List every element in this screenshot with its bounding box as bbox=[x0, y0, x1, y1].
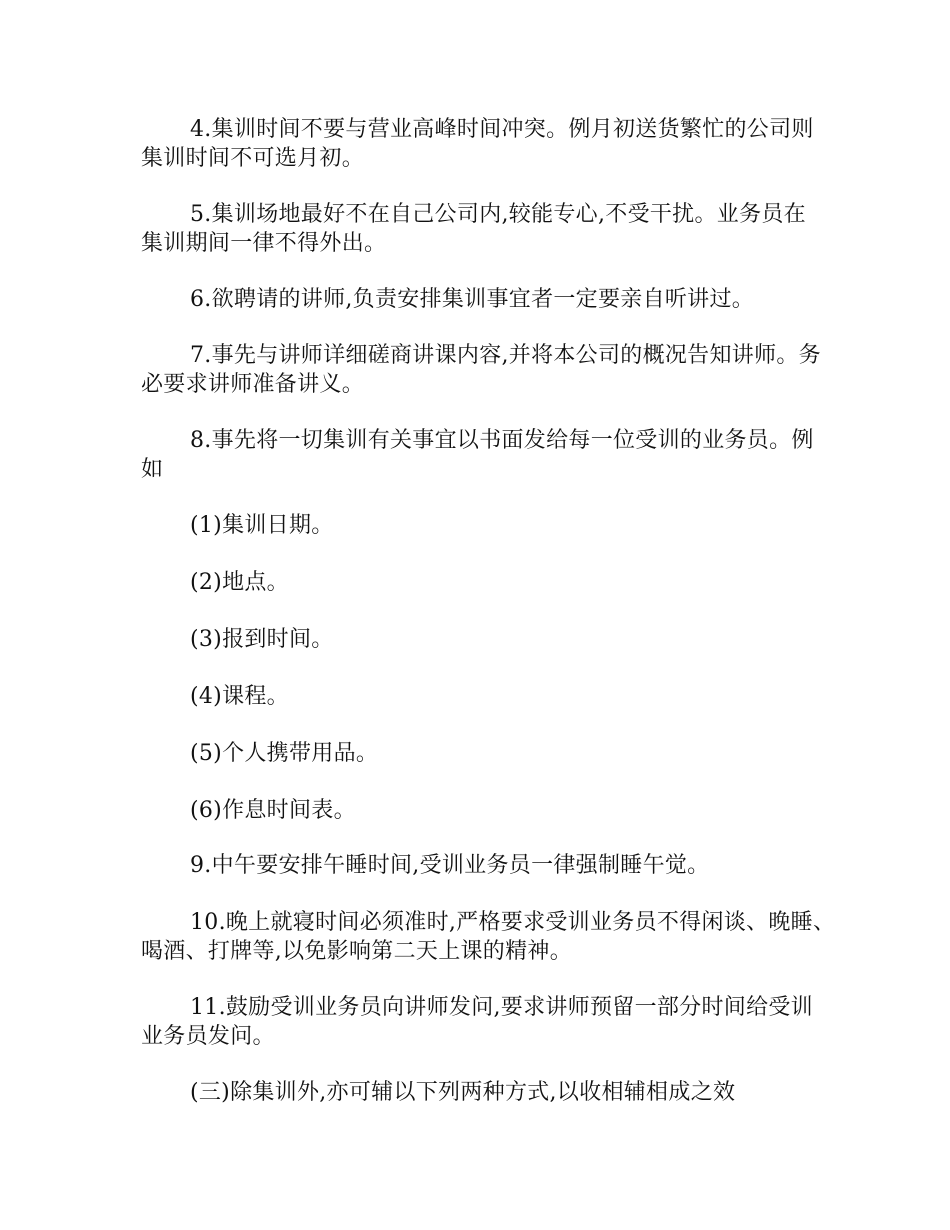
paragraph-item-5: 5.集训场地最好不在自己公司内,较能专心,不受干扰。业务员在集训期间一律不得外出。 bbox=[141, 202, 806, 256]
sub-item-3: (3)报到时间。 bbox=[190, 627, 334, 652]
paragraph-item-4: 4.集训时间不要与营业高峰时间冲突。例月初送货繁忙的公司则集训时间不可选月初。 bbox=[141, 117, 814, 171]
sub-item-6: (6)作息时间表。 bbox=[190, 798, 356, 823]
sub-item-4: (4)课程。 bbox=[190, 684, 289, 709]
sub-item-2: (2)地点。 bbox=[190, 570, 289, 595]
paragraph-item-7: 7.事先与讲师详细磋商讲课内容,并将本公司的概况告知讲师。务必要求讲师准备讲义。 bbox=[141, 343, 821, 397]
paragraph-item-8: 8.事先将一切集训有关事宜以书面发给每一位受训的业务员。例如 bbox=[141, 428, 814, 482]
paragraph-item-6: 6.欲聘请的讲师,负责安排集训事宜者一定要亲自听讲过。 bbox=[190, 287, 755, 312]
paragraph-item-9: 9.中午要安排午睡时间,受训业务员一律强制睡午觉。 bbox=[190, 853, 710, 878]
paragraph-section-3: (三)除集训外,亦可辅以下列两种方式,以收相辅相成之效 bbox=[190, 1080, 736, 1105]
sub-item-5: (5)个人携带用品。 bbox=[190, 741, 379, 766]
sub-item-1: (1)集训日期。 bbox=[190, 513, 334, 538]
paragraph-item-11: 11.鼓励受训业务员向讲师发问,要求讲师预留一部分时间给受训业务员发问。 bbox=[141, 995, 813, 1049]
paragraph-item-10: 10.晚上就寝时间必须准时,严格要求受训业务员不得闲谈、晚睡、喝酒、打牌等,以免影响第二天上课的精神。 bbox=[141, 910, 836, 964]
